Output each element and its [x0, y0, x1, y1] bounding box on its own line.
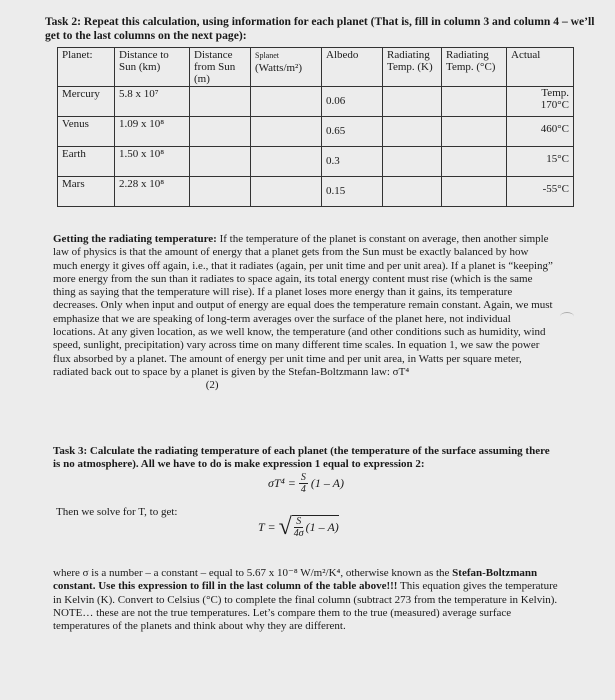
header-distance-m: Distance from Sun (m): [190, 48, 251, 87]
cell-distance: 2.28 x 10⁸: [115, 177, 190, 207]
cell-distance-m-blank: [190, 147, 251, 177]
header-distance-km: Distance to Sun (km): [115, 48, 190, 87]
header-rad-k: Radiating Temp. (K): [383, 48, 442, 87]
planet-table: [57, 47, 574, 207]
radical-body: [292, 515, 339, 539]
cell-rad-c-blank: [442, 147, 507, 177]
table-row: [58, 147, 574, 177]
header-planet: Planet:: [58, 48, 115, 87]
header-s-units: (Watts/m²): [255, 62, 303, 74]
header-s-planet-label: Splanet: [255, 51, 279, 60]
cell-actual: -55°C: [507, 177, 574, 207]
task3-heading: Task 3: Calculate the radiating temperature of each planet (the temperature of the surface assuming there is no atmosphere). All we have to do is make expression 1 equal to expression 2:: [53, 445, 550, 471]
cell-planet: Mars: [58, 177, 115, 207]
cell-rad-k-blank: [383, 177, 442, 207]
cell-distance: 5.8 x 10⁷: [115, 87, 190, 117]
task2-heading: Task 2: Repeat this calculation, using information for each planet (That is, fill in column 3 and column 4 – we’ll get to the last columns on the next page):: [45, 15, 595, 42]
cell-actual-label: Temp.: [541, 87, 569, 99]
radical-sign-icon: √: [278, 514, 292, 540]
final-part3: This equation gives the temperature in Kelvin (K). Convert to Celsius (°C) to complete the final column (subtract 273 from the temperature in Kelvin). NOTE… these are not the true temperatures. Let’s compare them to the true (measured) average surface temperatures of the planets and think about why they are different.: [53, 580, 558, 633]
eq2-right: (1 – A): [305, 520, 339, 534]
eq1-denominator: 4: [300, 484, 306, 495]
eq2-denominator: 4σ: [293, 528, 304, 539]
eq2-left: T =: [258, 519, 276, 534]
pencil-mark: [560, 312, 574, 321]
radiating-heading: Getting the radiating temperature:: [53, 233, 217, 245]
solve-text: Then we solve for T, to get:: [56, 506, 178, 518]
cell-albedo: 0.15: [322, 177, 383, 207]
cell-albedo: 0.06: [322, 87, 383, 117]
cell-albedo: 0.3: [322, 147, 383, 177]
cell-distance: 1.50 x 10⁸: [115, 147, 190, 177]
table-row: [58, 117, 574, 147]
cell-actual: [507, 87, 574, 117]
cell-albedo: 0.65: [322, 117, 383, 147]
eq2-fraction: [294, 516, 304, 539]
cell-rad-k-blank: [383, 147, 442, 177]
table-row: [58, 87, 574, 117]
cell-rad-k-blank: [383, 117, 442, 147]
equation-number-2: (2): [205, 379, 219, 392]
eq1-numerator: S: [300, 472, 306, 483]
cell-rad-c-blank: [442, 177, 507, 207]
header-s-planet: [251, 48, 322, 87]
table-row: [58, 177, 574, 207]
cell-distance-m-blank: [190, 87, 251, 117]
cell-actual: 15°C: [507, 147, 574, 177]
cell-rad-k-blank: [383, 87, 442, 117]
eq1-left: σT⁴ =: [268, 476, 296, 490]
final-part1: where σ is a number – a constant – equal to 5.67 x 10⁻⁸ W/m²/K⁴, otherwise known as the: [53, 567, 453, 579]
cell-rad-c-blank: [442, 117, 507, 147]
header-rad-c: Radiating Temp. (°C): [442, 48, 507, 87]
cell-planet: Venus: [58, 117, 115, 147]
cell-distance: 1.09 x 10⁸: [115, 117, 190, 147]
cell-actual-value: 170°C: [540, 99, 569, 111]
table-header-row: [58, 48, 574, 87]
cell-s-planet-blank: [251, 147, 322, 177]
equation-1: [268, 472, 344, 495]
square-root: [279, 515, 339, 539]
eq1-fraction: [299, 472, 308, 495]
cell-actual: 460°C: [507, 117, 574, 147]
cell-planet: Earth: [58, 147, 115, 177]
radiating-body: If the temperature of the planet is constant on average, then another simple law of physics is that the amount of energy that a planet gets from the Sun must be exactly balanced by how much energy it gives off again, i.e., that it radiates (again, per unit time and per unit area). If a planet is “keeping” more energy from the sun than it radiates to space again, its total energy content must rise (which is the same thing as saying that the temperature will rise). If a planet loses more energy than it gains, its temperature decreases. Only when input and output of energy are equal does the temperature remain constant. Again, we must emphasize that we are speaking of long-term averages over the surface of the planet here, not individual locations. At any given location, as we well know, the temperature (and other conditions such as humidity, wind speed, sunlight, precipitation) vary across time on many different time scales. In equation 1, we saw the power flux absorbed by a planet. The amount of energy per unit time and per unit area, in Watts per square meter, radiated back out to space by a planet is given by the Stefan-Boltzmann law: σT⁴: [53, 233, 553, 378]
header-actual: Actual: [507, 48, 574, 87]
cell-s-planet-blank: [251, 87, 322, 117]
equation-temperature: [258, 515, 339, 539]
header-albedo: Albedo: [322, 48, 383, 87]
cell-rad-c-blank: [442, 87, 507, 117]
cell-planet: Mercury: [58, 87, 115, 117]
radiating-paragraph: [53, 233, 555, 393]
final-paragraph: [53, 567, 558, 633]
cell-s-planet-blank: [251, 117, 322, 147]
cell-distance-m-blank: [190, 117, 251, 147]
eq2-numerator: S: [296, 516, 302, 527]
cell-s-planet-blank: [251, 177, 322, 207]
eq1-right: (1 – A): [310, 476, 344, 490]
cell-distance-m-blank: [190, 177, 251, 207]
final-part2: Stefan-Boltzmann constant. Use this expression to fill in the last column of the table above!!!: [53, 567, 538, 593]
